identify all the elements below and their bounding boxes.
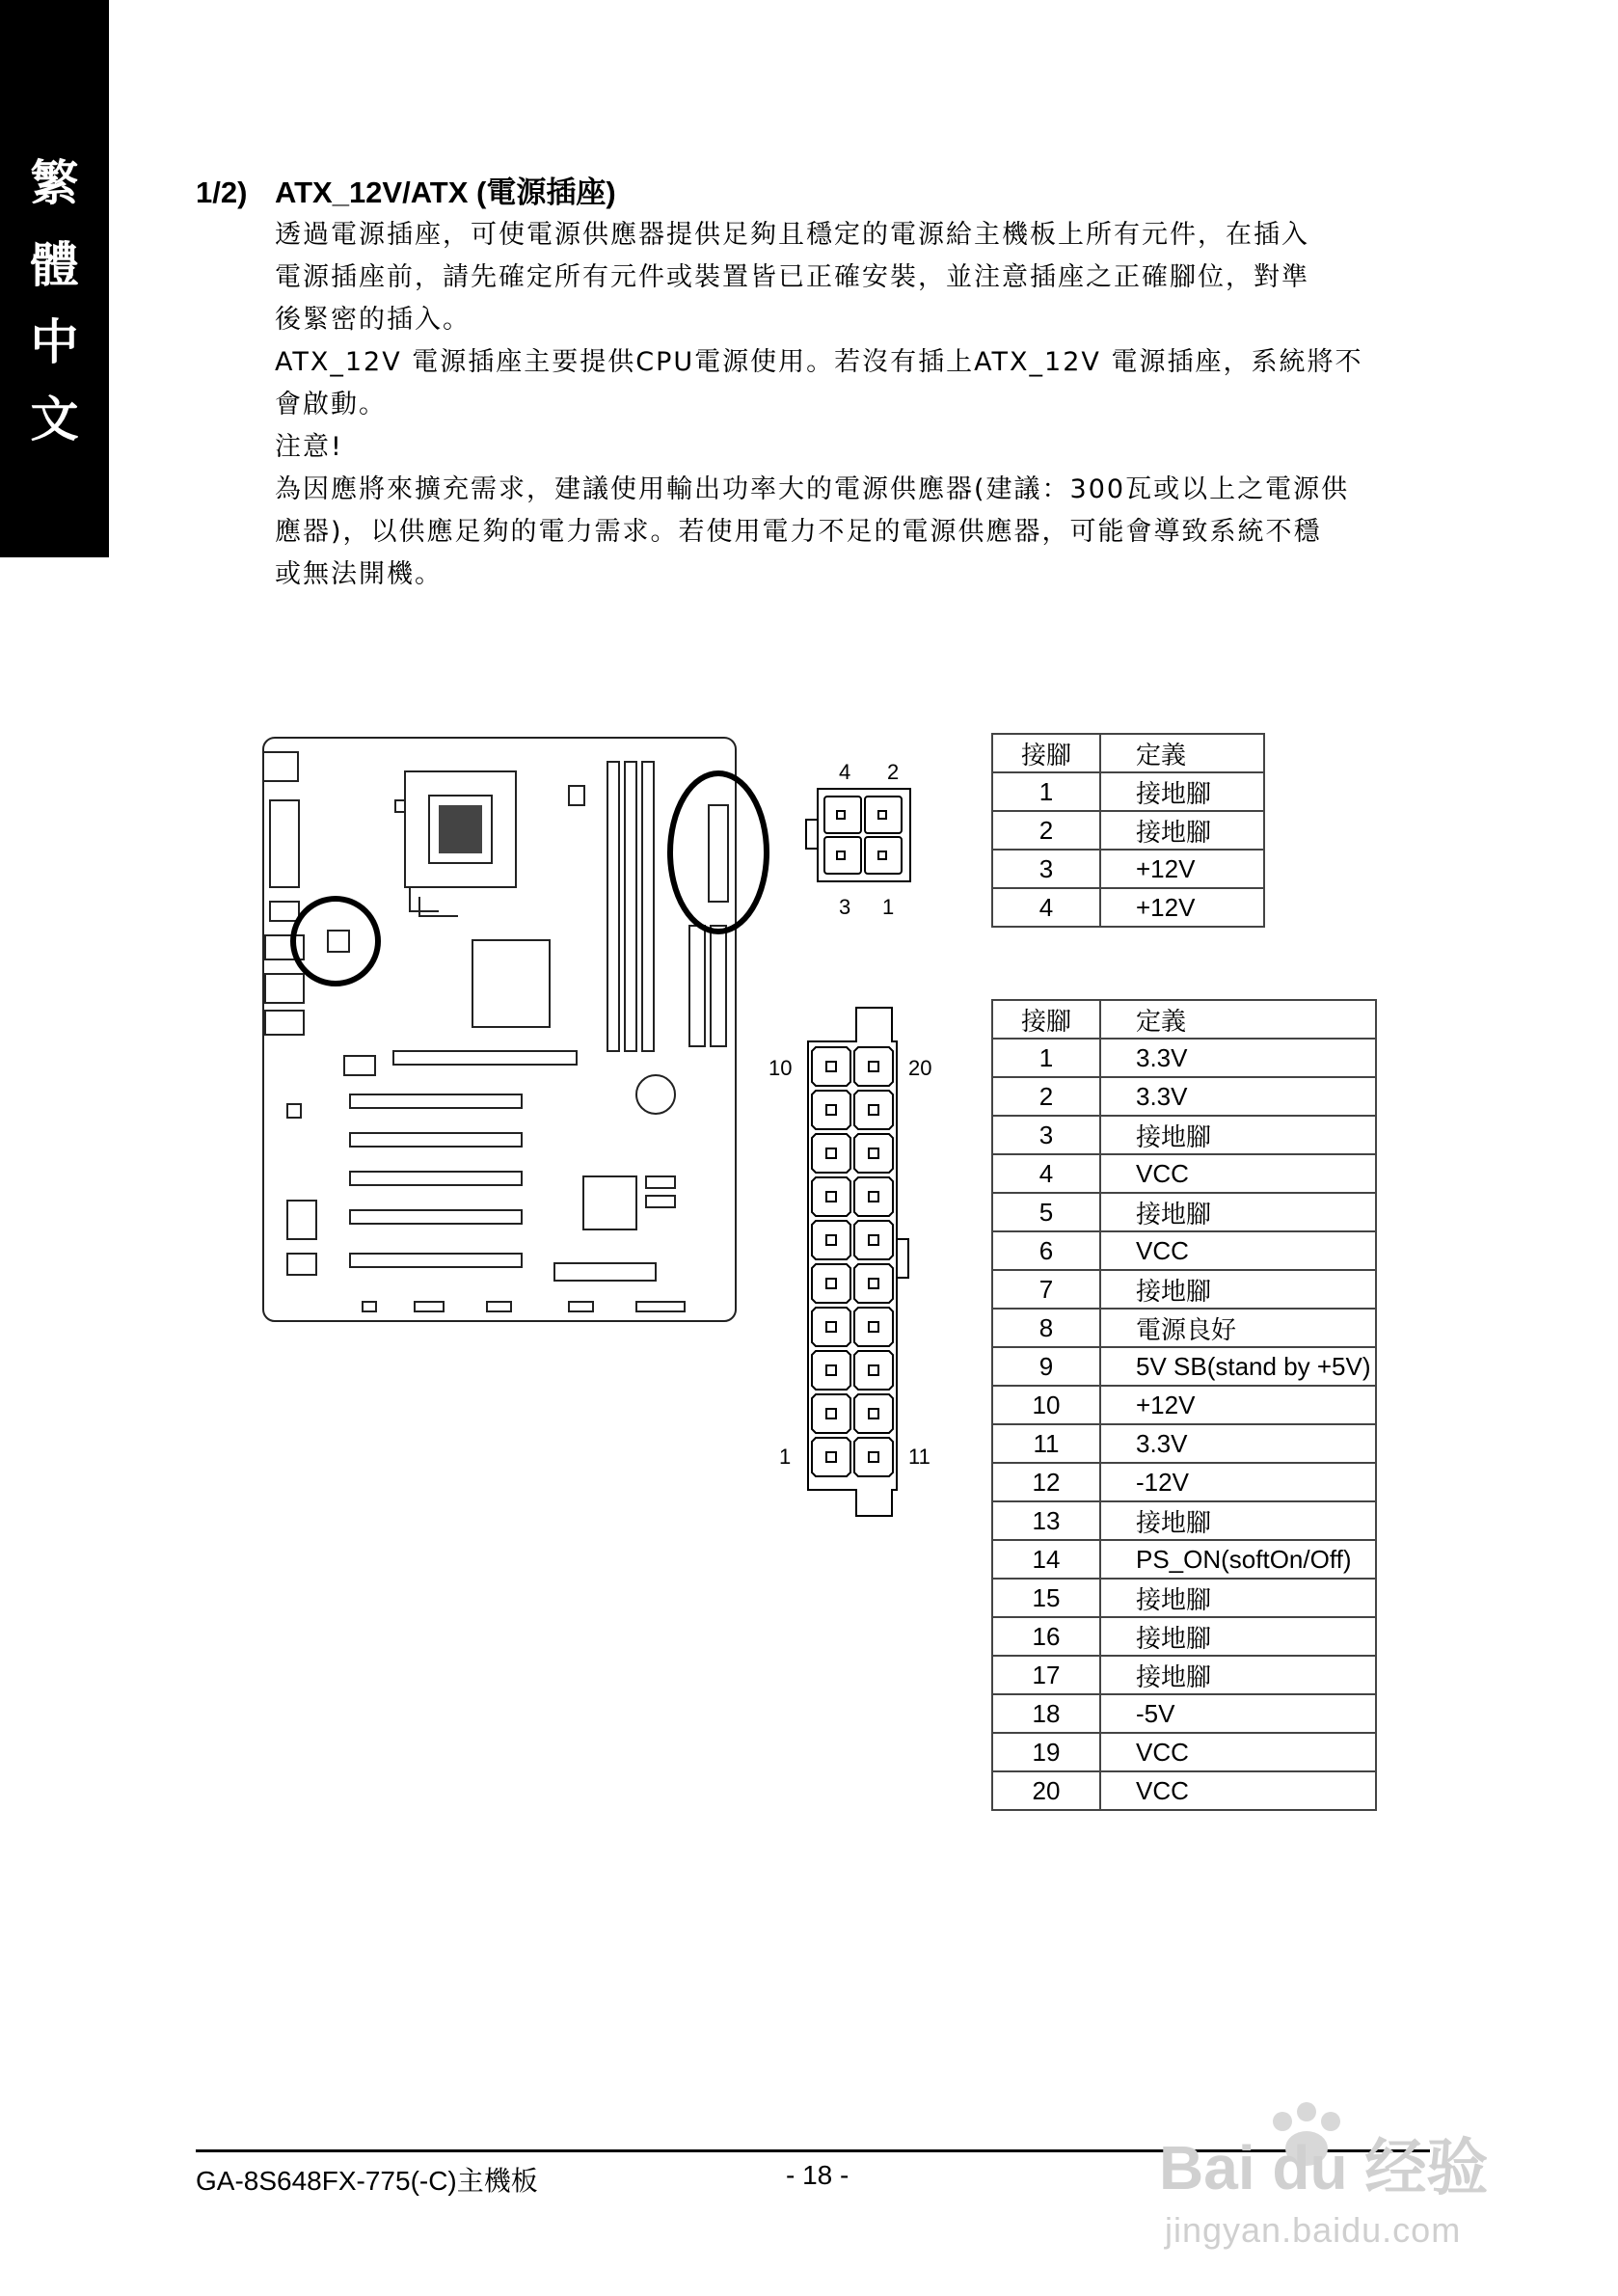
pin-definition: VCC xyxy=(1100,1154,1376,1193)
table-row xyxy=(992,1309,1376,1347)
atx12v-highlight xyxy=(293,899,378,984)
pin-label: 2 xyxy=(887,760,900,784)
connector-pin xyxy=(869,1235,878,1245)
sidebar-char: 體 xyxy=(30,236,79,293)
pin-definition: 3.3V xyxy=(1100,1424,1376,1463)
pin-number: 20 xyxy=(992,1771,1100,1810)
pin-number: 14 xyxy=(992,1540,1100,1579)
pin-label: 1 xyxy=(779,1445,792,1469)
body-line: 注意! xyxy=(275,432,343,462)
table-row xyxy=(992,1424,1376,1463)
pin-number: 4 xyxy=(992,888,1100,927)
table-row xyxy=(992,1386,1376,1424)
northbridge xyxy=(472,940,550,1027)
col-header-pin: 接腳 xyxy=(992,734,1100,772)
connector-pin xyxy=(826,1148,836,1158)
floppy-connector xyxy=(554,1263,656,1281)
pin-definition: 接地腳 xyxy=(1100,1193,1376,1231)
connector-pin xyxy=(826,1062,836,1071)
pci-slot xyxy=(350,1094,522,1108)
pin-number: 19 xyxy=(992,1733,1100,1771)
atx-highlight xyxy=(670,773,767,932)
pin-number: 15 xyxy=(992,1579,1100,1617)
col-header-def: 定義 xyxy=(1100,734,1264,772)
body-line: 應器)，以供應足夠的電力需求。若使用電力不足的電源供應器，可能會導致系統不穩 xyxy=(275,517,1322,547)
pin-number: 4 xyxy=(992,1154,1100,1193)
pin-number: 17 xyxy=(992,1656,1100,1694)
southbridge xyxy=(583,1176,636,1229)
connector-pin xyxy=(869,1105,878,1115)
connector-pin xyxy=(869,1062,878,1071)
dimm-slot xyxy=(642,762,654,1051)
pin-number: 1 xyxy=(992,772,1100,811)
page-number: - 18 - xyxy=(786,2160,849,2190)
connector-pin xyxy=(869,1192,878,1202)
sidebar-char: 中 xyxy=(30,313,79,370)
body-line: 會啟動。 xyxy=(275,390,387,419)
table-row xyxy=(992,1231,1376,1270)
pin-definition: 3.3V xyxy=(1100,1039,1376,1077)
table-row xyxy=(992,1579,1376,1617)
connector-cell xyxy=(854,1091,893,1129)
connector-cell xyxy=(854,1351,893,1390)
connector-pin xyxy=(869,1322,878,1332)
connector-cell xyxy=(854,1394,893,1433)
connector-pin xyxy=(826,1235,836,1245)
ide-connector xyxy=(689,926,705,1046)
pin-number: 3 xyxy=(992,850,1100,888)
pin-definition: +12V xyxy=(1100,1386,1376,1424)
body-line: 後緊密的插入。 xyxy=(275,305,471,335)
pin-definition: 接地腳 xyxy=(1100,811,1264,850)
watermark-url: jingyan.baidu.com xyxy=(1165,2210,1462,2250)
pin-number: 8 xyxy=(992,1309,1100,1347)
connector-cell xyxy=(854,1047,893,1086)
pin-definition: 接地腳 xyxy=(1100,1270,1376,1309)
pin-definition: 電源良好 xyxy=(1100,1309,1376,1347)
connector-pin xyxy=(826,1452,836,1462)
table-row xyxy=(992,1733,1376,1771)
pin-number: 12 xyxy=(992,1463,1100,1501)
pin-label: 1 xyxy=(882,895,895,919)
connector-pin xyxy=(826,1279,836,1288)
table-row xyxy=(992,1540,1376,1579)
ide-connector xyxy=(711,926,726,1046)
svg-text:Bai du 经验: Bai du 经验 xyxy=(1159,2133,1489,2202)
pin-number: 13 xyxy=(992,1501,1100,1540)
pci-slot xyxy=(350,1210,522,1224)
pin-number: 10 xyxy=(992,1386,1100,1424)
io-port xyxy=(270,800,299,887)
connector-cell xyxy=(812,1394,850,1433)
connector-cell xyxy=(854,1221,893,1259)
connector-cell xyxy=(812,1308,850,1346)
table-row xyxy=(992,772,1264,811)
pin-definition: PS_ON(softOn/Off) xyxy=(1100,1540,1376,1579)
sidebar-char: 文 xyxy=(30,391,79,447)
table-row xyxy=(992,1656,1376,1694)
atx12v-header xyxy=(328,931,349,952)
section-number: 1/2) xyxy=(196,176,248,209)
body-line: ATX_12V 電源插座主要提供CPU電源使用。若沒有插上ATX_12V 電源插座，系統將不 xyxy=(275,347,1363,377)
connector-cell xyxy=(854,1264,893,1303)
pci-slot xyxy=(350,1254,522,1267)
pin-definition: 接地腳 xyxy=(1100,1116,1376,1154)
table-row xyxy=(992,1270,1376,1309)
connector-4pin xyxy=(806,789,910,881)
connector-pin xyxy=(869,1279,878,1288)
connector-cell xyxy=(812,1351,850,1390)
pin-definition: 接地腳 xyxy=(1100,1617,1376,1656)
connector-cell xyxy=(854,1177,893,1216)
pin-definition: 接地腳 xyxy=(1100,1656,1376,1694)
connector-cell xyxy=(812,1221,850,1259)
table-row xyxy=(992,850,1264,888)
atx12v-pin-table xyxy=(991,733,1265,928)
pin-label: 10 xyxy=(769,1056,793,1080)
table-row xyxy=(992,1193,1376,1231)
table-row xyxy=(992,1347,1376,1386)
connector-pin xyxy=(826,1365,836,1375)
connector-cell xyxy=(854,1134,893,1173)
pin-definition: +12V xyxy=(1100,888,1264,927)
connector-pin xyxy=(869,1365,878,1375)
agp-slot xyxy=(393,1051,577,1065)
pin-label: 3 xyxy=(839,895,851,919)
pin-definition: VCC xyxy=(1100,1231,1376,1270)
connector-cell xyxy=(812,1091,850,1129)
table-row xyxy=(992,1617,1376,1656)
pin-number: 3 xyxy=(992,1116,1100,1154)
connector-pin xyxy=(826,1322,836,1332)
dimm-slot xyxy=(625,762,636,1051)
col-header-def: 定義 xyxy=(1100,1000,1376,1039)
table-row xyxy=(992,1077,1376,1116)
pin-number: 11 xyxy=(992,1424,1100,1463)
connector-cell xyxy=(812,1134,850,1173)
pin-label: 11 xyxy=(908,1445,930,1469)
table-row xyxy=(992,1771,1376,1810)
connector-pin xyxy=(869,1148,878,1158)
pin-number: 18 xyxy=(992,1694,1100,1733)
pin-definition: VCC xyxy=(1100,1733,1376,1771)
pci-slot xyxy=(350,1133,522,1147)
connector-pin xyxy=(869,1409,878,1418)
pin-definition: 接地腳 xyxy=(1100,1579,1376,1617)
pin-number: 6 xyxy=(992,1231,1100,1270)
pin-definition: 3.3V xyxy=(1100,1077,1376,1116)
pin-definition: 接地腳 xyxy=(1100,772,1264,811)
pin-number: 7 xyxy=(992,1270,1100,1309)
pin-definition: VCC xyxy=(1100,1771,1376,1810)
sidebar-char: 繁 xyxy=(30,154,79,211)
pin-label: 4 xyxy=(839,760,851,784)
connector-cell xyxy=(854,1438,893,1476)
body-line: 透過電源插座，可使電源供應器提供足夠且穩定的電源給主機板上所有元件，在插入 xyxy=(275,220,1309,250)
table-row xyxy=(992,1501,1376,1540)
io-port xyxy=(265,974,304,1003)
table-row xyxy=(992,1116,1376,1154)
section-title: ATX_12V/ATX (電源插座) xyxy=(275,176,616,209)
connector-cell xyxy=(812,1177,850,1216)
dimm-slot xyxy=(607,762,619,1051)
pin-label: 20 xyxy=(908,1056,932,1080)
pin-number: 2 xyxy=(992,1077,1100,1116)
pci-slot xyxy=(350,1172,522,1185)
body-line: 電源插座前，請先確定所有元件或裝置皆已正確安裝，並注意插座之正確腳位，對準 xyxy=(275,262,1309,292)
connector-cell xyxy=(812,1264,850,1303)
table-row xyxy=(992,1154,1376,1193)
table-row xyxy=(992,1039,1376,1077)
connector-cell xyxy=(812,1047,850,1086)
col-header-pin: 接腳 xyxy=(992,1000,1100,1039)
footer-model: GA-8S648FX-775(-C)主機板 xyxy=(196,2166,538,2196)
connector-pin xyxy=(826,1192,836,1202)
connector-cell xyxy=(812,1438,850,1476)
io-port xyxy=(265,1011,304,1035)
connector-pin xyxy=(869,1452,878,1462)
table-row xyxy=(992,811,1264,850)
pin-definition: 接地腳 xyxy=(1100,1501,1376,1540)
table-row xyxy=(992,1463,1376,1501)
io-port xyxy=(270,902,299,921)
table-row xyxy=(992,1694,1376,1733)
pin-number: 2 xyxy=(992,811,1100,850)
baidu-watermark xyxy=(1138,2083,1543,2208)
pin-number: 5 xyxy=(992,1193,1100,1231)
pin-number: 1 xyxy=(992,1039,1100,1077)
atx-pin-table xyxy=(991,999,1377,1811)
atx-header xyxy=(709,805,728,902)
body-line: 或無法開機。 xyxy=(275,559,443,589)
board-outline xyxy=(263,738,736,1321)
pin-definition: 5V SB(stand by +5V) xyxy=(1100,1347,1376,1386)
connector-20pin xyxy=(808,1008,908,1516)
table-row xyxy=(992,888,1264,927)
pin-definition: -12V xyxy=(1100,1463,1376,1501)
body-line: 為因應將來擴充需求，建議使用輸出功率大的電源供應器(建議：300瓦或以上之電源供 xyxy=(275,474,1350,504)
connector-pin xyxy=(826,1409,836,1418)
pin-definition: -5V xyxy=(1100,1694,1376,1733)
connector-cell xyxy=(854,1308,893,1346)
pin-number: 9 xyxy=(992,1347,1100,1386)
io-port xyxy=(263,752,298,781)
pin-definition: +12V xyxy=(1100,850,1264,888)
connector-pin xyxy=(826,1105,836,1115)
pin-number: 16 xyxy=(992,1617,1100,1656)
battery xyxy=(636,1075,675,1114)
